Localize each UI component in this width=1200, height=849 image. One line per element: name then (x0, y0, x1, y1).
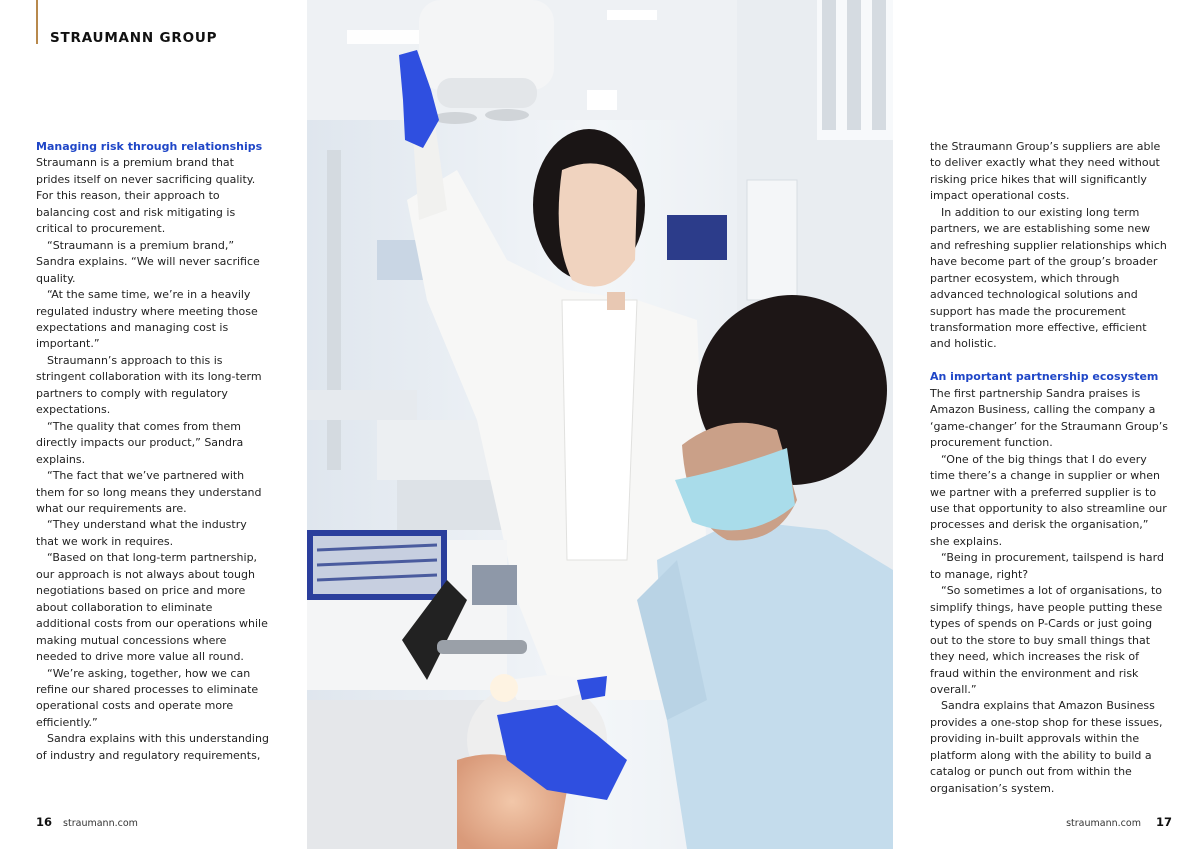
right-text-column (930, 139, 1170, 797)
paragraph: “One of the big things that I do every time there’s a change in supplier or when we partner with a preferred supplier is to use that opportunity to also streamline our processes and derisk the organisation,” she explains. (930, 452, 1167, 548)
paragraph: Straumann is a premium brand that prides itself on never sacrificing quality. For this reason, their approach to balancing cost and risk mitigating is critical to procurement. (36, 156, 256, 236)
brand-name: STRAUMANN GROUP (50, 30, 218, 46)
paragraph: In addition to our existing long term partners, we are establishing some new and refreshing supplier relationships which have become part of the group’s broader partner ecosystem, which through advanced technological solutions and support has made the procurement transformation more effective, efficient and holistic. (930, 205, 1167, 351)
section-heading-risk: Managing risk through relationships (36, 140, 263, 153)
paragraph: Straumann’s approach to this is stringent collaboration with its long-term partners to comply with regulatory expectations. (36, 353, 262, 417)
dental-lab-photo (307, 0, 893, 849)
left-footer (36, 815, 138, 829)
paragraph: The first partnership Sandra praises is Amazon Business, calling the company a ‘game-changer’ for the Straumann Group’s procurement function. (930, 386, 1168, 450)
right-footer-site: straumann.com (1066, 818, 1141, 829)
paragraph: Sandra explains that Amazon Business provides a one-stop shop for these issues, providing in-built approvals within the platform along with the ability to build a catalog or punch out from within the organisation’s system. (930, 699, 1163, 795)
spacer (930, 353, 1170, 369)
left-footer-site: straumann.com (63, 818, 138, 829)
brand-accent-rule (36, 0, 38, 44)
paragraph: the Straumann Group’s suppliers are able to deliver exactly what they need without risking price hikes that will significantly impact operational costs. (930, 140, 1161, 203)
section-heading-ecosystem: An important partnership ecosystem (930, 370, 1159, 384)
right-footer (1066, 815, 1172, 829)
right-page-number: 17 (1155, 815, 1172, 829)
paragraph: “We’re asking, together, how we can refine our shared processes to eliminate operational costs and operate more efficiently.” (36, 666, 259, 729)
paragraph: “The quality that comes from them directly impacts our product,” Sandra explains. (36, 419, 244, 466)
paragraph: “They understand what the industry that we work in requires. (36, 518, 247, 548)
left-text-column (36, 139, 270, 764)
paragraph: “The fact that we’ve partnered with them for so long means they understand what our requirements are. (36, 469, 262, 515)
paragraph: “Straumann is a premium brand,” Sandra explains. “We will never sacrifice quality. (36, 238, 260, 285)
paragraph: “At the same time, we’re in a heavily regulated industry where meeting those expectations and managing cost is important.” (36, 288, 258, 351)
paragraph: “Based on that long-term partnership, our approach is not always about tough negotiations based on price and more about collaboration to eliminate additional costs from our operations while making mutual concessions where needed to drive more value all round. (36, 551, 268, 664)
paragraph: “Being in procurement, tailspend is hard to manage, right? (930, 551, 1164, 581)
left-page-number: 16 (36, 815, 53, 829)
paragraph: Sandra explains with this understanding of industry and regulatory requirements, (36, 732, 269, 762)
paragraph: “So sometimes a lot of organisations, to simplify things, have people putting these types of spends on P-Cards or just going out to the store to buy small things that they need, which increases the risk of fraud within the environment and risk overall.” (930, 584, 1163, 696)
